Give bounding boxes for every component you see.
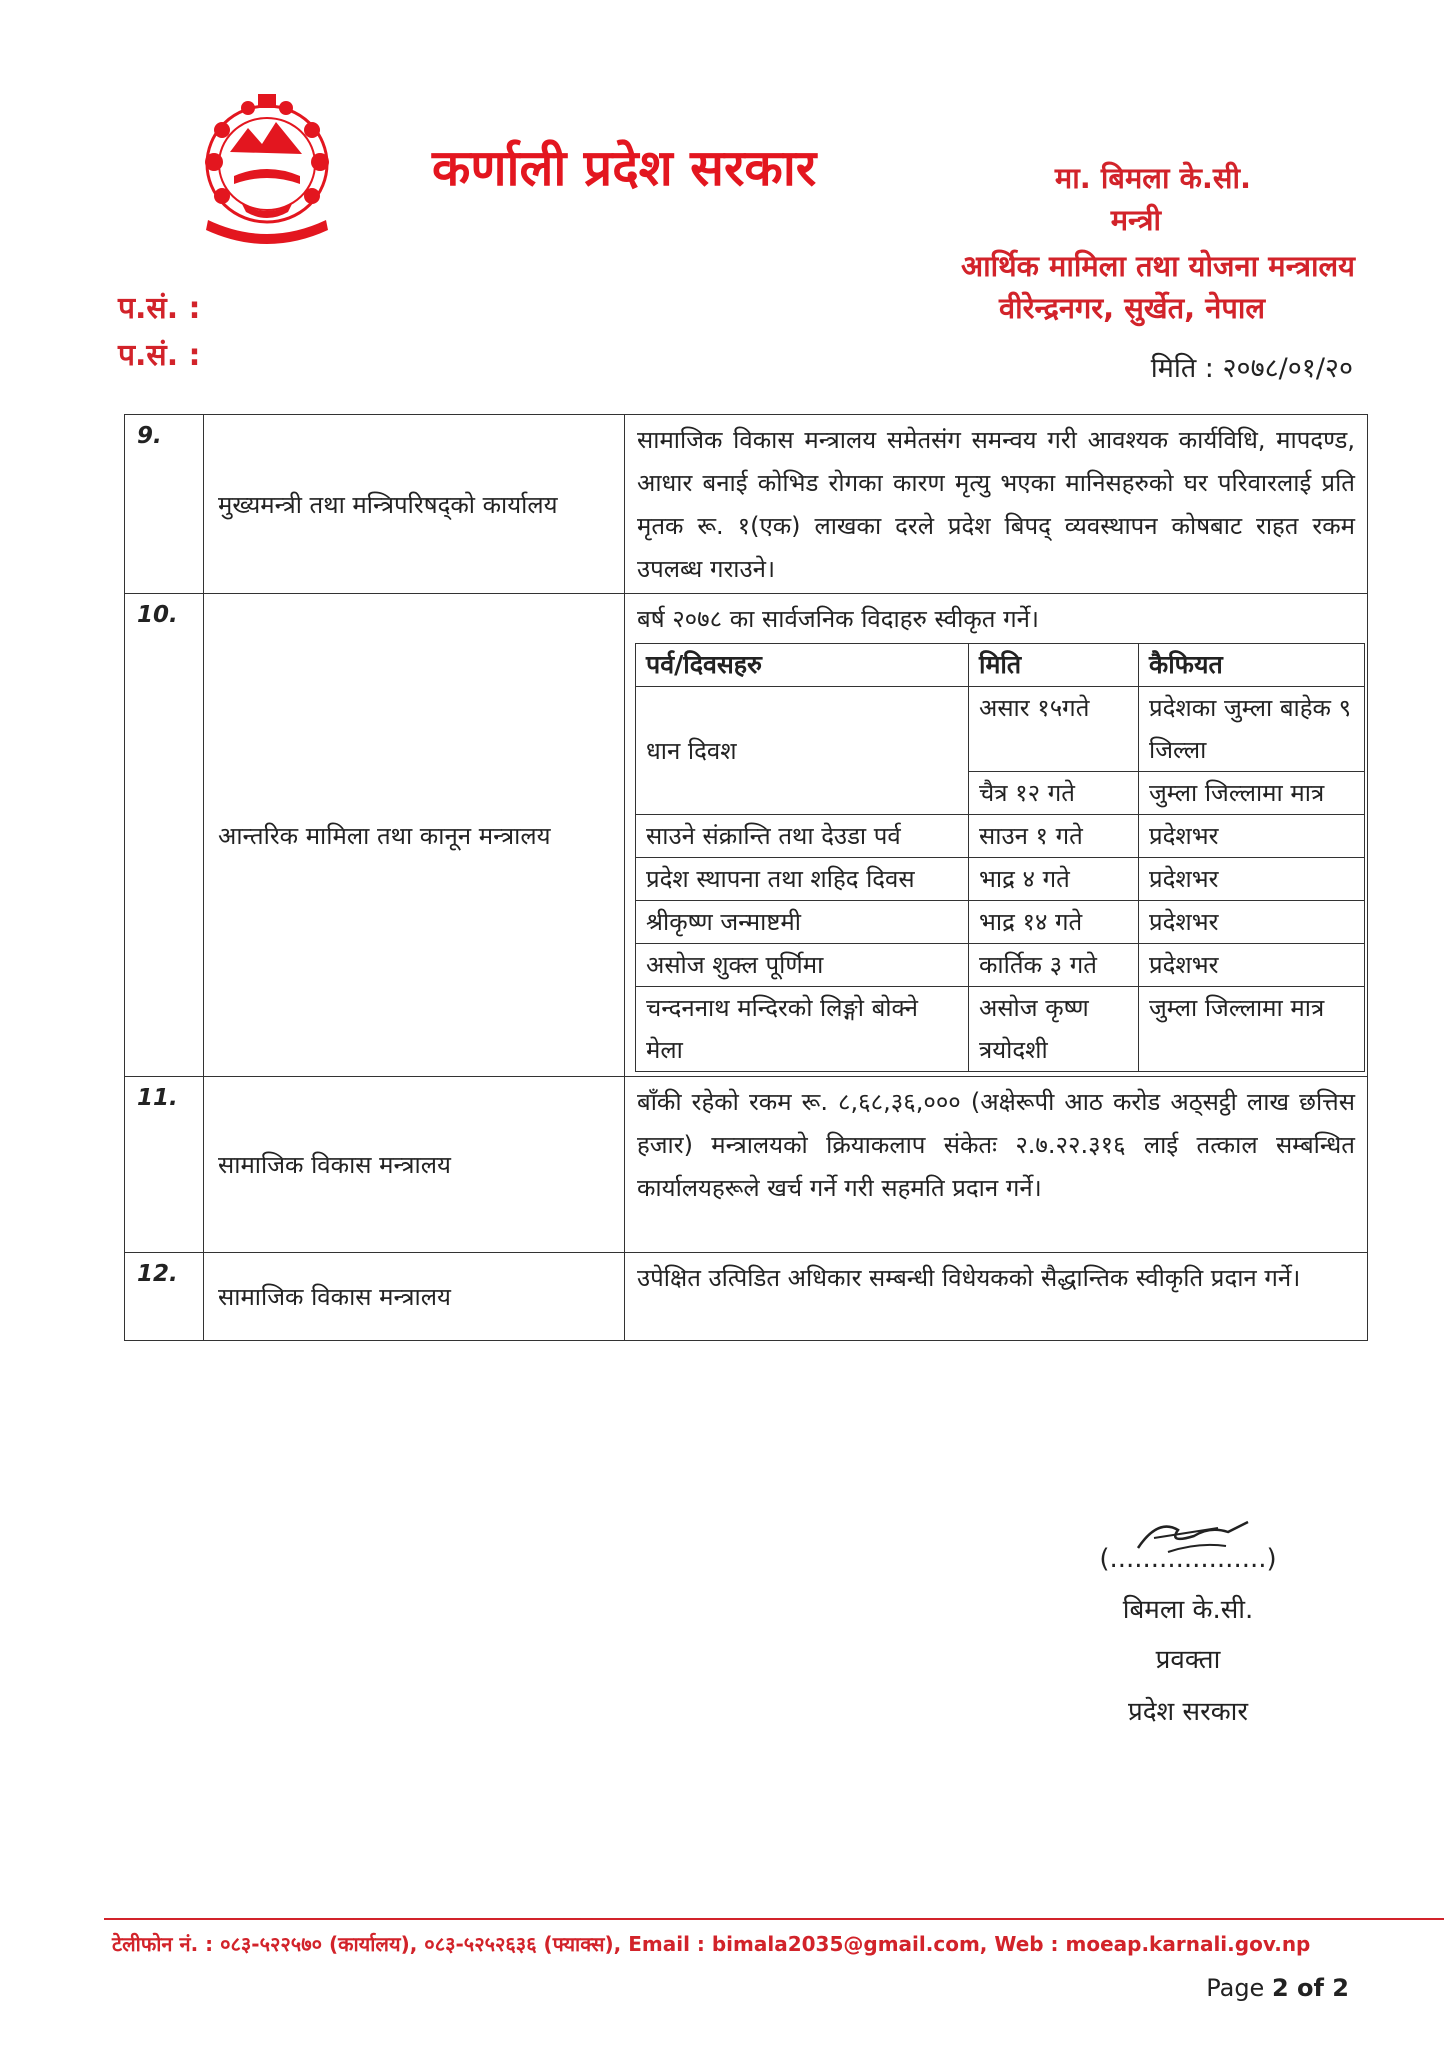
office-cell <box>204 594 625 1077</box>
serial-number: 12. <box>125 1253 204 1341</box>
table-row <box>125 1253 1368 1341</box>
table-row <box>636 815 1365 858</box>
ministry-address: वीरेन्द्रनगर, सुर्खेत, नेपाल <box>999 291 1265 325</box>
signatory-title: प्रवक्ता <box>1155 1645 1221 1675</box>
holiday-date: भाद्र ४ गते <box>969 858 1139 901</box>
province-emblem <box>178 92 356 250</box>
office-cell <box>204 1253 625 1341</box>
holiday-name: धान दिवश <box>636 687 969 815</box>
holiday-note: जुम्ला जिल्लामा मात्र <box>1139 772 1365 815</box>
holiday-name: साउने संक्रान्ति तथा देउडा पर्व <box>636 815 969 858</box>
holiday-note: प्रदेशभर <box>1139 858 1365 901</box>
decision-text: उपेक्षित उत्पिडित अधिकार सम्बन्धी विधेयकको सैद्धान्तिक स्वीकृति प्रदान गर्ने। <box>625 1253 1368 1341</box>
serial-number: 10. <box>125 594 204 1077</box>
decisions-table <box>124 414 1368 1341</box>
page-total: 2 <box>1332 1974 1349 2002</box>
holiday-note: प्रदेशका जुम्ला बाहेक ९ जिल्ला <box>1139 687 1365 772</box>
serial-number: 11. <box>125 1077 204 1253</box>
holiday-name: श्रीकृष्ण जन्माष्टमी <box>636 901 969 944</box>
table-row <box>125 1077 1368 1253</box>
minister-name: मा. बिमला के.सी. <box>1054 161 1251 195</box>
reference-number-1: प.सं. : <box>118 291 201 326</box>
minister-title: मन्त्री <box>1110 203 1161 237</box>
reference-number-2: प.सं. : <box>118 338 201 373</box>
holiday-date: असोज कृष्ण त्रयोदशी <box>969 987 1139 1072</box>
letter-date: मिति : २०७८/०१/२० <box>1150 353 1353 384</box>
holiday-note: प्रदेशभर <box>1139 901 1365 944</box>
office-cell <box>204 1077 625 1253</box>
holiday-date: असार १५गते <box>969 687 1139 772</box>
table-row <box>636 858 1365 901</box>
holiday-name: असोज शुक्ल पूर्णिमा <box>636 944 969 987</box>
table-row <box>636 901 1365 944</box>
office-name: आन्तरिक मामिला तथा कानून मन्त्रालय <box>218 821 551 850</box>
holiday-date: कार्तिक ३ गते <box>969 944 1139 987</box>
holiday-note: प्रदेशभर <box>1139 815 1365 858</box>
office-cell <box>204 415 625 594</box>
column-header: पर्व/दिवसहरु <box>636 644 969 687</box>
holidays-table <box>635 643 1365 1072</box>
decision-cell <box>625 594 1368 1077</box>
signatory-name: बिमला के.सी. <box>1122 1595 1254 1625</box>
holiday-date: चैत्र १२ गते <box>969 772 1139 815</box>
table-row <box>636 944 1365 987</box>
signature-dots: (...................) <box>1099 1544 1277 1574</box>
serial-number: 9. <box>125 415 204 594</box>
table-row <box>636 687 1365 772</box>
table-row <box>125 415 1368 594</box>
page-prefix: Page <box>1206 1974 1272 2002</box>
office-name: सामाजिक विकास मन्त्रालय <box>218 1151 451 1179</box>
page-of: of <box>1288 1974 1333 2002</box>
column-header: मिति <box>969 644 1139 687</box>
ministry-name: आर्थिक मामिला तथा योजना मन्त्रालय <box>960 249 1355 283</box>
holiday-date: साउन १ गते <box>969 815 1139 858</box>
holiday-name: चन्दननाथ मन्दिरको लिङ्गो बोक्ने मेला <box>636 987 969 1072</box>
page-number <box>1206 1974 1349 2002</box>
column-header: कैफियत <box>1139 644 1365 687</box>
office-name: मुख्यमन्त्री तथा मन्त्रिपरिषद्को कार्यालय <box>218 490 558 519</box>
holiday-date: भाद्र १४ गते <box>969 901 1139 944</box>
signatory-organization: प्रदेश सरकार <box>1127 1697 1249 1727</box>
office-name: सामाजिक विकास मन्त्रालय <box>218 1283 451 1311</box>
holiday-name: प्रदेश स्थापना तथा शहिद दिवस <box>636 858 969 901</box>
table-row <box>636 987 1365 1072</box>
government-title: कर्णाली प्रदेश सरकार <box>432 139 817 197</box>
page-current: 2 <box>1271 1974 1289 2002</box>
decision-text: बर्ष २०७८ का सार्वजनिक विदाहरु स्वीकृत गर्ने। <box>637 605 1040 633</box>
holiday-note: प्रदेशभर <box>1139 944 1365 987</box>
decision-text: सामाजिक विकास मन्त्रालय समेतसंग समन्वय गरी आवश्यक कार्यविधि, मापदण्ड, आधार बनाई कोभिड रोगका कारण मृत्यु भएका मानिसहरुको घर परिवारलाई प्रति मृतक रू. १(एक) लाखका दरले प्रदेश बिपद् व्यवस्थापन कोषबाट राहत रकम उपलब्ध गराउने। <box>625 415 1368 594</box>
holiday-note: जुम्ला जिल्लामा मात्र <box>1139 987 1365 1072</box>
table-row <box>125 594 1368 1077</box>
footer-contact: टेलीफोन नं. : ०८३-५२२५७० (कार्यालय), ०८३-५२५२६३६ (फ्याक्स), Email : bimala2035@gmail.com, Web : moeap.karnali.gov.np <box>112 1932 1311 1956</box>
decision-text: बाँकी रहेको रकम रू. ८,६८,३६,००० (अक्षेरूपी आठ करोड अठ्सट्ठी लाख छत्तिस हजार) मन्त्रालयको क्रियाकलाप संकेतः २.७.२२.३१६ लाई तत्काल सम्बन्धित कार्यालयहरूले खर्च गर्ने गरी सहमति प्रदान गर्ने। <box>625 1077 1368 1253</box>
footer-divider <box>104 1918 1444 1920</box>
